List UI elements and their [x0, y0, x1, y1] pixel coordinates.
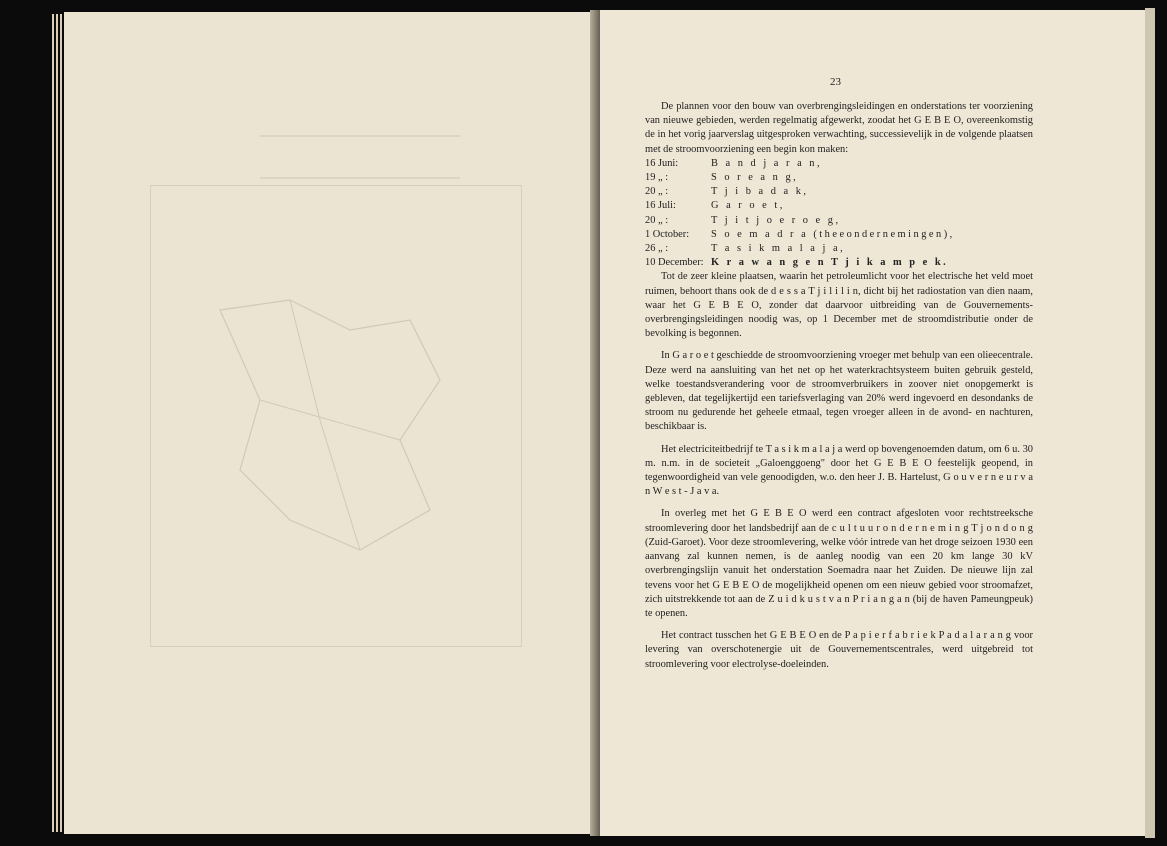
- schedule-row: [645, 256, 1033, 270]
- schedule-row: [645, 185, 1033, 199]
- schedule-place: T j i t j o e r o e g,: [711, 214, 841, 226]
- schedule-row: [645, 171, 1033, 185]
- schedule-list: [645, 157, 1033, 271]
- schedule-date: 20 „ :: [645, 186, 669, 198]
- bleed-through-title: [260, 135, 460, 179]
- schedule-date: 16 Juli:: [645, 200, 676, 212]
- schedule-row: [645, 157, 1033, 171]
- schedule-place: T j i b a d a k,: [711, 186, 809, 198]
- schedule-row: [645, 228, 1033, 242]
- schedule-row: [645, 242, 1033, 256]
- page-stack-edge: [52, 14, 54, 832]
- schedule-row: [645, 214, 1033, 228]
- schedule-date: 20 „ :: [645, 214, 669, 226]
- schedule-place: T a s i k m a l a j a,: [711, 243, 846, 255]
- page-text: [645, 100, 1033, 672]
- schedule-date: 10 December:: [645, 257, 704, 269]
- right-page-edge: [1145, 8, 1155, 838]
- intro-paragraph: De plannen voor den bouw van overbrengingsleidingen en onderstations ter voorziening van nieuwe gebieden, werden regelmatig afgewerkt, zoodat het G E B E O, overeenkomstig de in het vorig jaarverslag uitgesproken verwachting, successievelijk in de volgende plaatsen met de stroomvoorziening een begin kon maken:: [645, 101, 1033, 155]
- page-stack-edge: [56, 14, 58, 832]
- schedule-date: 16 Juni:: [645, 157, 679, 169]
- paragraph-tjondong: In overleg met het G E B E O werd een contract afgesloten voor rechtstreeksche stroomlevering door het landsbedrijf aan de c u l t u u r o n d e r n e m i n g T j o n d o n g (Zuid-Garoet). Voor deze stroomlevering, welke vóór intrede van het droge seizoen 1930 een aanvang zal kunnen nemen, is de aanleg noodig van een 20 km lange 30 kV overbrengingslijn vanuit het onderstation Soemadra naar het Zuiden. De nieuwe lijn zal tevens voor het G E B E O de mogelijkheid openen om een nieuw gebied voor stroomafzet, zich uitstrekkende tot aan de Z u i d k u s t v a n P r i a n g a n (bij de haven Pameungpeuk) te openen.: [645, 508, 1033, 619]
- schedule-place: S o r e a n g,: [711, 172, 799, 184]
- schedule-place: B a n d j a r a n,: [711, 157, 823, 169]
- paragraph-tasikmalaja: Het electriciteitbedrijf te T a s i k m a l a j a werd op bovengenoemden datum, om 6 u. 30 m. n.m. in de societeit „Galoenggoeng" door het G E B E O feestelijk geopend, in tegenwoordigheid van vele genoodigden, w.o. den heer J. B. Hartelust, G o u v e r n e u r v a n W e s t - J a v a.: [645, 443, 1033, 498]
- schedule-date: 1 October:: [645, 228, 690, 240]
- page-stack-edge: [60, 14, 62, 832]
- schedule-date: 26 „ :: [645, 243, 669, 255]
- schedule-date: 19 „ :: [645, 172, 669, 184]
- schedule-place: K r a w a n g e n T j i k a m p e k.: [711, 257, 949, 269]
- page-number: 23: [830, 76, 841, 88]
- paragraph-padalarang: Het contract tusschen het G E B E O en de P a p i e r f a b r i e k P a d a l a r a n g voor levering van overschotenergie uit de Gouvernementscentrales, werd uitgebreid tot stroomlevering voor electrolyse-doeleinden.: [645, 630, 1033, 670]
- schedule-place: G a r o e t,: [711, 200, 785, 212]
- bleed-through-map: [200, 270, 460, 570]
- paragraph-garoet: In G a r o e t geschiedde de stroomvoorziening vroeger met behulp van een olieecentrale. Deze werd na aansluiting van het net op het waterkrachtsysteem buiten gebruik gesteld, welke toestandsverandering voor de stroomverbruikers in zoover niet onopgemerkt is gebleven, dat tegelijkertijd een tariefsverlaging van 20% werd ingevoerd en desondanks de stroom nu gedurende het geheele etmaal, tegen vroeger alleen in de avond- en nachturen, beschikbaar is.: [645, 350, 1033, 433]
- schedule-row: [645, 199, 1033, 213]
- paragraph-tjililin: Tot de zeer kleine plaatsen, waarin het petroleumlicht voor het electrische het veld moet ruimen, behoort thans ook de d e s s a T j i l i l i n, dicht bij het radiostation van dien naam, waar het G E B E O, zonder dat daarvoor uitbreiding van de Gouvernements-overbrengingsleidingen noodig was, op 1 December met de stroomdistributie onder de bevolking is begonnen.: [645, 271, 1033, 340]
- schedule-place: S o e m a d r a (theeondernemingen),: [711, 228, 955, 240]
